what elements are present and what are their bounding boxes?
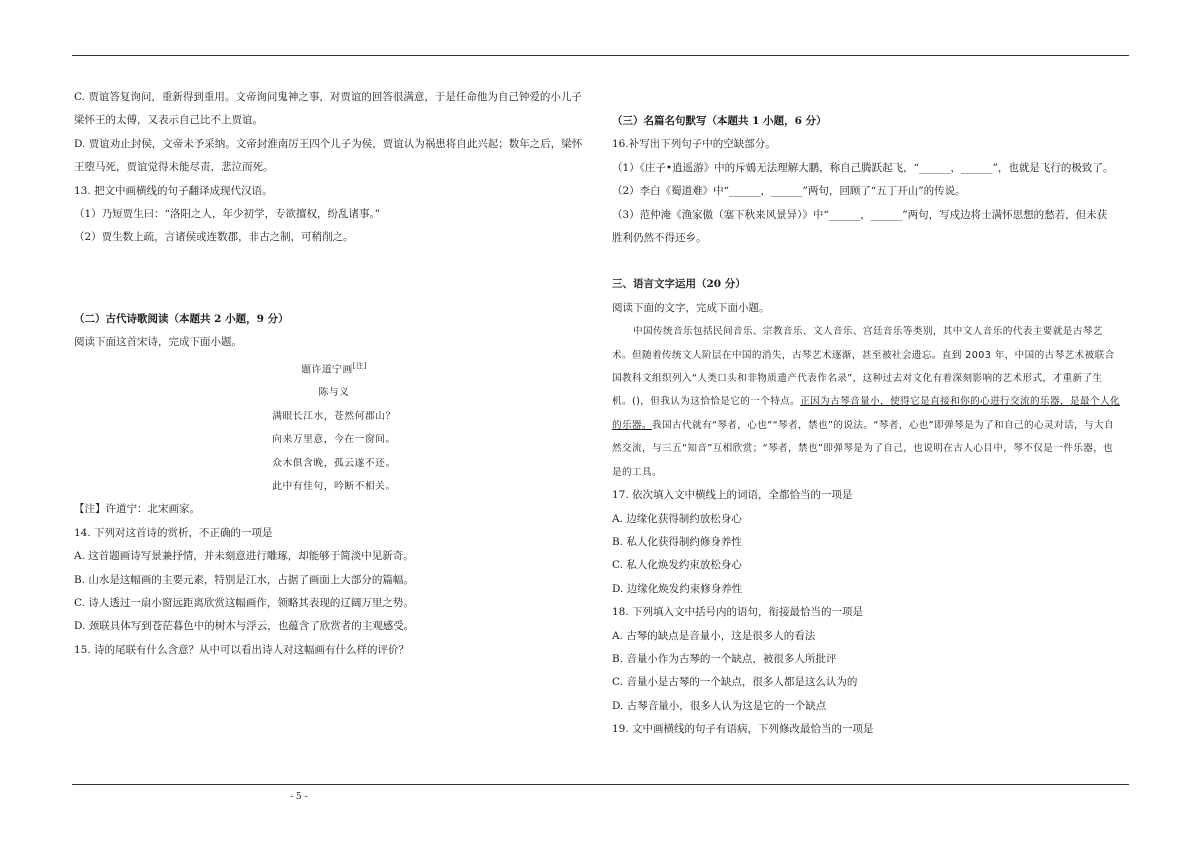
reading-passage: 中国传统音乐包括民间音乐、宗教音乐、文人音乐、宫廷音乐等类别，其中文人音乐的代表主要就是古琴艺术。但随着传统文人阶层在中国的消失，古琴艺术逐渐，甚至被社会遗忘。直到 2003 年，中国的古琴艺术被联合国教科文组织列入“人类口头和非物质遗产代表作名录”，这种过去对文化有着深刻影响的艺术形式，才重新了生机。()，但我认为这恰恰是它的一个特点。正因为古琴音量小，使得它是直接和你的心进行交流的乐器，是最个人化的乐器。我国古代就有“琴者，心也”“琴者，禁也”的说法。“琴者，心也”即弹琴是为了和自己的心灵对话，与大自然交流，与三五“知音”互相欣赏；“琴者，禁也”即弹琴是为了自己，也说明在古人心目中，琴不仅是一件乐器，也是的工具。 xyxy=(612,326,1120,478)
option-b: B. 音量小作为古琴的一个缺点，被很多人所批评 xyxy=(612,652,837,665)
option-c: C. 音量小是古琴的一个缺点，很多人都是这么认为的 xyxy=(612,676,858,689)
right-column xyxy=(612,110,1132,742)
option-c: C. 私人化焕发约束放松身心 xyxy=(612,559,742,572)
question-13: 13. 把文中画横线的句子翻译成现代汉语。 xyxy=(74,184,273,197)
text-line: 胜利仍然不得还乡。 xyxy=(612,232,707,245)
question-17: 17. 依次填入文中横线上的词语，全都恰当的一项是 xyxy=(612,489,853,502)
part-intro: 阅读下面的文字，完成下面小题。 xyxy=(612,301,770,314)
poem-footnote: 【注】许道宁：北宋画家。 xyxy=(74,503,200,516)
option-a: A. 这首题画诗写景兼抒情，并未刻意进行雕琢，却能够于简淡中见新奇。 xyxy=(74,550,414,563)
text-line: 王堕马死，贾谊觉得未能尽责，悲泣而死。 xyxy=(74,161,274,174)
question-14: 14. 下列对这首诗的赏析，不正确的一项是 xyxy=(74,526,273,539)
top-rule xyxy=(72,55,1129,56)
text-line: 梁怀王的太傅，又表示自己比不上贾谊。 xyxy=(74,114,263,127)
option-b: B. 山水是这幅画的主要元素，特别是江水，占据了画面上大部分的篇幅。 xyxy=(74,573,414,586)
bottom-rule xyxy=(72,784,1129,785)
option-d: D. 颈联具体写到苍茫暮色中的树木与浮云，也蕴含了欣赏者的主观感受。 xyxy=(74,620,415,633)
option-a: A. 古琴的缺点是音量小，这是很多人的看法 xyxy=(612,629,816,642)
text-line: C. 贾谊答复询问，重新得到重用。文帝询问鬼神之事，对贾谊的回答很满意，于是任命他为自己钟爱的小儿子 xyxy=(74,91,582,103)
text-line: D. 贾谊劝止封侯，文帝未予采纳。文帝封淮南厉王四个儿子为侯，贾谊认为祸患将自此兴起；数年之后，梁怀 xyxy=(74,137,583,150)
part-heading: 三、语言文字运用（20 分） xyxy=(612,278,746,291)
option-d: D. 边缘化焕发约束修身养性 xyxy=(612,582,743,595)
text-line: （1）《庄子•逍遥游》中的斥鴳无法理解大鹏，称自己腾跃起飞，“______，______”，也就是飞行的极致了。 xyxy=(612,161,1114,174)
section-intro: 阅读下面这首宋诗，完成下面小题。 xyxy=(74,336,242,349)
section-heading: （二）古代诗歌阅读（本题共 2 小题，9 分） xyxy=(74,312,289,325)
text-line: （3）范仲淹《渔家傲（塞下秋来风景异）》中“______，______”两句，写戍边将士满怀思想的愁若，但未获 xyxy=(612,208,1108,221)
text-line: （1）乃短贾生曰：“洛阳之人，年少初学，专欲擅权，纷乱诸事。” xyxy=(74,208,381,221)
option-a: A. 边缘化获得制约放松身心 xyxy=(612,512,742,525)
question-19: 19. 文中画横线的句子有语病，下列修改最恰当的一项是 xyxy=(612,723,874,736)
text-line: （2）贾生数上疏，言诸侯或连数郡，非古之制，可稍削之。 xyxy=(74,231,354,244)
underlined-sentence: 正因为古琴音量小，使得它是直接和你的心进行交流的乐器，是最个人化的乐器。 xyxy=(612,396,1120,431)
option-d: D. 古琴音量小，很多人认为这是它的一个缺点 xyxy=(612,699,827,712)
question-16: 16.补写出下列句子中的空缺部分。 xyxy=(612,138,776,151)
poem-line: 向来万里意，今在一窗间。 xyxy=(272,434,396,446)
text-line: （2）李白《蜀道难》中“______，______”两句，回顾了“五丁开山”的传说。 xyxy=(612,185,966,198)
poem-line: 此中有佳句，吟断不相关。 xyxy=(272,480,396,492)
page-number: - 5 - xyxy=(290,792,308,802)
question-18: 18. 下列填入文中括号内的语句，衔接最恰当的一项是 xyxy=(612,606,864,619)
poem-title: 题许道宁画[注] xyxy=(301,361,367,375)
poem-line: 满眼长江水，苍然何郡山？ xyxy=(272,410,396,422)
section-heading: （三）名篇名句默写（本题共 1 小题，6 分） xyxy=(612,115,827,127)
left-column xyxy=(74,86,594,662)
question-15: 15. 诗的尾联有什么含意？从中可以看出诗人对这幅画有什么样的评价？ xyxy=(74,643,410,656)
poem-line: 众木俱含晚，孤云遂不还。 xyxy=(272,457,396,469)
option-b: B. 私人化获得制约修身养性 xyxy=(612,535,742,548)
note-mark: [注] xyxy=(352,361,367,370)
poem-author: 陈与义 xyxy=(318,387,350,399)
option-c: C. 诗人透过一扇小窗远距离欣赏这幅画作，领略其表现的辽阔万里之势。 xyxy=(74,596,414,609)
